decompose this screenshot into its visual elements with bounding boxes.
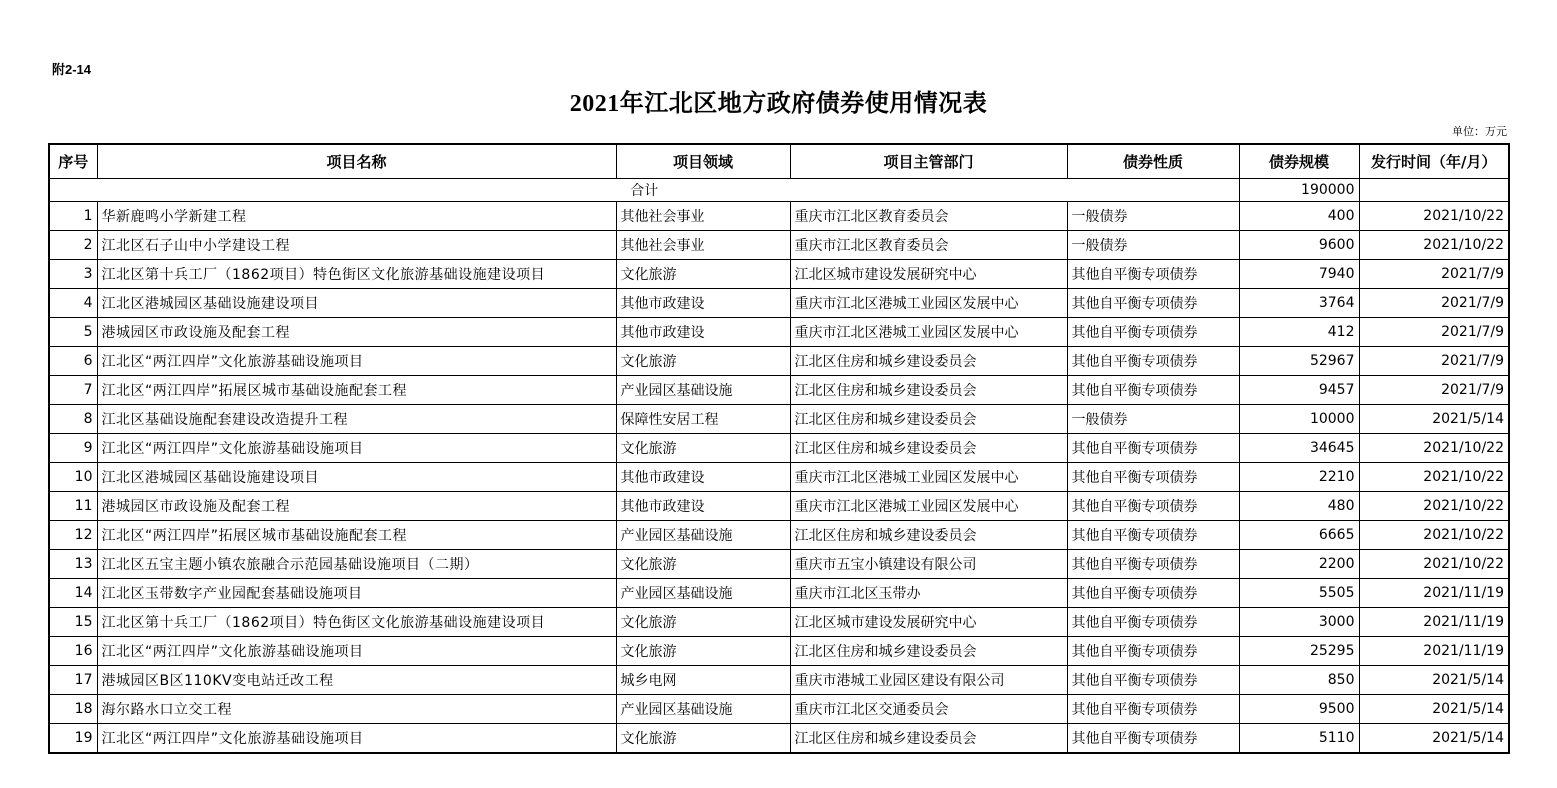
table-header-row xyxy=(49,144,1509,179)
table-row xyxy=(49,608,1509,637)
bond-amount: 5110 xyxy=(1239,724,1359,754)
project-field: 产业园区基础设施 xyxy=(616,695,790,724)
table-row xyxy=(49,579,1509,608)
column-header-issue-date: 发行时间（年/月） xyxy=(1359,144,1509,179)
column-header-bond-type: 债券性质 xyxy=(1067,144,1239,179)
issue-date: 2021/10/22 xyxy=(1359,231,1509,260)
department: 江北区住房和城乡建设委员会 xyxy=(790,637,1067,666)
row-number: 11 xyxy=(49,492,97,521)
bond-amount: 9457 xyxy=(1239,376,1359,405)
debt-usage-table xyxy=(48,143,1510,754)
project-field: 保障性安居工程 xyxy=(616,405,790,434)
project-field: 文化旅游 xyxy=(616,608,790,637)
bond-type: 其他自平衡专项债券 xyxy=(1067,434,1239,463)
department: 江北区住房和城乡建设委员会 xyxy=(790,434,1067,463)
attachment-label: 附2-14 xyxy=(52,62,92,77)
project-field: 其他社会事业 xyxy=(616,231,790,260)
project-name: 海尔路水口立交工程 xyxy=(97,695,616,724)
bond-type: 其他自平衡专项债券 xyxy=(1067,318,1239,347)
bond-type: 一般债券 xyxy=(1067,405,1239,434)
table-row xyxy=(49,202,1509,231)
issue-date: 2021/7/9 xyxy=(1359,376,1509,405)
bond-type: 一般债券 xyxy=(1067,231,1239,260)
project-name: 华新鹿鸣小学新建工程 xyxy=(97,202,616,231)
bond-amount: 10000 xyxy=(1239,405,1359,434)
column-header-bond-amount: 债券规模 xyxy=(1239,144,1359,179)
bond-amount: 5505 xyxy=(1239,579,1359,608)
bond-type: 其他自平衡专项债券 xyxy=(1067,666,1239,695)
project-name: 港城园区B区110KV变电站迁改工程 xyxy=(97,666,616,695)
department: 江北区住房和城乡建设委员会 xyxy=(790,405,1067,434)
table-row xyxy=(49,724,1509,754)
department: 重庆市五宝小镇建设有限公司 xyxy=(790,550,1067,579)
bond-type: 其他自平衡专项债券 xyxy=(1067,376,1239,405)
issue-date: 2021/10/22 xyxy=(1359,521,1509,550)
project-name: 江北区第十兵工厂（1862项目）特色街区文化旅游基础设施建设项目 xyxy=(97,260,616,289)
project-name: 江北区“两江四岸”拓展区城市基础设施配套工程 xyxy=(97,521,616,550)
project-field: 文化旅游 xyxy=(616,347,790,376)
issue-date: 2021/5/14 xyxy=(1359,405,1509,434)
department: 重庆市江北区港城工业园区发展中心 xyxy=(790,289,1067,318)
issue-date: 2021/11/19 xyxy=(1359,579,1509,608)
bond-type: 其他自平衡专项债券 xyxy=(1067,347,1239,376)
bond-amount: 480 xyxy=(1239,492,1359,521)
department: 重庆市江北区教育委员会 xyxy=(790,231,1067,260)
total-row xyxy=(49,179,1509,202)
bond-type: 其他自平衡专项债券 xyxy=(1067,260,1239,289)
table-row xyxy=(49,231,1509,260)
table-row xyxy=(49,492,1509,521)
table-row xyxy=(49,347,1509,376)
department: 重庆市江北区交通委员会 xyxy=(790,695,1067,724)
project-field: 其他市政建设 xyxy=(616,289,790,318)
project-name: 江北区第十兵工厂（1862项目）特色街区文化旅游基础设施建设项目 xyxy=(97,608,616,637)
department: 江北区住房和城乡建设委员会 xyxy=(790,724,1067,754)
issue-date: 2021/7/9 xyxy=(1359,260,1509,289)
row-number: 12 xyxy=(49,521,97,550)
project-field: 产业园区基础设施 xyxy=(616,521,790,550)
bond-type: 其他自平衡专项债券 xyxy=(1067,608,1239,637)
project-field: 文化旅游 xyxy=(616,550,790,579)
department: 江北区城市建设发展研究中心 xyxy=(790,260,1067,289)
bond-type: 其他自平衡专项债券 xyxy=(1067,637,1239,666)
project-field: 其他市政建设 xyxy=(616,492,790,521)
bond-amount: 2200 xyxy=(1239,550,1359,579)
row-number: 5 xyxy=(49,318,97,347)
bond-amount: 850 xyxy=(1239,666,1359,695)
issue-date: 2021/10/22 xyxy=(1359,492,1509,521)
bond-amount: 9600 xyxy=(1239,231,1359,260)
row-number: 17 xyxy=(49,666,97,695)
table-row xyxy=(49,463,1509,492)
project-field: 其他社会事业 xyxy=(616,202,790,231)
bond-amount: 3000 xyxy=(1239,608,1359,637)
row-number: 16 xyxy=(49,637,97,666)
bond-amount: 400 xyxy=(1239,202,1359,231)
issue-date: 2021/5/14 xyxy=(1359,724,1509,754)
issue-date: 2021/7/9 xyxy=(1359,347,1509,376)
bond-amount: 34645 xyxy=(1239,434,1359,463)
row-number: 6 xyxy=(49,347,97,376)
bond-type: 其他自平衡专项债券 xyxy=(1067,724,1239,754)
bond-amount: 412 xyxy=(1239,318,1359,347)
total-date-cell xyxy=(1359,179,1509,202)
table-row xyxy=(49,434,1509,463)
table-row xyxy=(49,695,1509,724)
bond-type: 其他自平衡专项债券 xyxy=(1067,579,1239,608)
table-row xyxy=(49,521,1509,550)
project-name: 江北区“两江四岸”拓展区城市基础设施配套工程 xyxy=(97,376,616,405)
table-row xyxy=(49,318,1509,347)
column-header-project-field: 项目领域 xyxy=(616,144,790,179)
department: 重庆市江北区港城工业园区发展中心 xyxy=(790,463,1067,492)
row-number: 15 xyxy=(49,608,97,637)
issue-date: 2021/7/9 xyxy=(1359,289,1509,318)
project-field: 产业园区基础设施 xyxy=(616,376,790,405)
bond-type: 其他自平衡专项债券 xyxy=(1067,550,1239,579)
issue-date: 2021/10/22 xyxy=(1359,463,1509,492)
table-row xyxy=(49,637,1509,666)
table-row xyxy=(49,289,1509,318)
bond-amount: 2210 xyxy=(1239,463,1359,492)
project-field: 城乡电网 xyxy=(616,666,790,695)
issue-date: 2021/11/19 xyxy=(1359,637,1509,666)
department: 江北区城市建设发展研究中心 xyxy=(790,608,1067,637)
issue-date: 2021/10/22 xyxy=(1359,434,1509,463)
bond-amount: 7940 xyxy=(1239,260,1359,289)
project-name: 港城园区市政设施及配套工程 xyxy=(97,318,616,347)
project-name: 江北区“两江四岸”文化旅游基础设施项目 xyxy=(97,434,616,463)
total-amount: 190000 xyxy=(1239,179,1359,202)
table-row xyxy=(49,666,1509,695)
column-header-project-name: 项目名称 xyxy=(97,144,616,179)
row-number: 7 xyxy=(49,376,97,405)
project-field: 文化旅游 xyxy=(616,637,790,666)
project-name: 江北区五宝主题小镇农旅融合示范园基础设施项目（二期） xyxy=(97,550,616,579)
project-name: 港城园区市政设施及配套工程 xyxy=(97,492,616,521)
department: 重庆市江北区港城工业园区发展中心 xyxy=(790,318,1067,347)
department: 江北区住房和城乡建设委员会 xyxy=(790,521,1067,550)
bond-type: 其他自平衡专项债券 xyxy=(1067,289,1239,318)
department: 江北区住房和城乡建设委员会 xyxy=(790,376,1067,405)
project-name: 江北区“两江四岸”文化旅游基础设施项目 xyxy=(97,637,616,666)
row-number: 14 xyxy=(49,579,97,608)
issue-date: 2021/10/22 xyxy=(1359,202,1509,231)
table-row xyxy=(49,260,1509,289)
bond-type: 其他自平衡专项债券 xyxy=(1067,463,1239,492)
row-number: 2 xyxy=(49,231,97,260)
table-row xyxy=(49,405,1509,434)
issue-date: 2021/11/19 xyxy=(1359,608,1509,637)
project-name: 江北区“两江四岸”文化旅游基础设施项目 xyxy=(97,347,616,376)
project-field: 文化旅游 xyxy=(616,434,790,463)
project-name: 江北区港城园区基础设施建设项目 xyxy=(97,463,616,492)
row-number: 13 xyxy=(49,550,97,579)
project-name: 江北区基础设施配套建设改造提升工程 xyxy=(97,405,616,434)
department: 重庆市港城工业园区建设有限公司 xyxy=(790,666,1067,695)
issue-date: 2021/5/14 xyxy=(1359,695,1509,724)
column-header-no: 序号 xyxy=(49,144,97,179)
project-name: 江北区石子山中小学建设工程 xyxy=(97,231,616,260)
table-row xyxy=(49,376,1509,405)
project-field: 文化旅游 xyxy=(616,260,790,289)
bond-amount: 25295 xyxy=(1239,637,1359,666)
row-number: 9 xyxy=(49,434,97,463)
project-field: 文化旅游 xyxy=(616,724,790,754)
bond-amount: 6665 xyxy=(1239,521,1359,550)
department: 江北区住房和城乡建设委员会 xyxy=(790,347,1067,376)
row-number: 19 xyxy=(49,724,97,754)
total-label: 合计 xyxy=(49,179,1239,202)
issue-date: 2021/7/9 xyxy=(1359,318,1509,347)
column-header-department: 项目主管部门 xyxy=(790,144,1067,179)
department: 重庆市江北区港城工业园区发展中心 xyxy=(790,492,1067,521)
bond-type: 一般债券 xyxy=(1067,202,1239,231)
bond-amount: 9500 xyxy=(1239,695,1359,724)
department: 重庆市江北区教育委员会 xyxy=(790,202,1067,231)
row-number: 1 xyxy=(49,202,97,231)
project-name: 江北区“两江四岸”文化旅游基础设施项目 xyxy=(97,724,616,754)
project-name: 江北区港城园区基础设施建设项目 xyxy=(97,289,616,318)
row-number: 3 xyxy=(49,260,97,289)
row-number: 10 xyxy=(49,463,97,492)
department: 重庆市江北区玉带办 xyxy=(790,579,1067,608)
row-number: 4 xyxy=(49,289,97,318)
bond-type: 其他自平衡专项债券 xyxy=(1067,521,1239,550)
unit-label: 单位：万元 xyxy=(1452,125,1507,138)
bond-amount: 3764 xyxy=(1239,289,1359,318)
project-field: 其他市政建设 xyxy=(616,463,790,492)
table-row xyxy=(49,550,1509,579)
bond-type: 其他自平衡专项债券 xyxy=(1067,695,1239,724)
issue-date: 2021/10/22 xyxy=(1359,550,1509,579)
issue-date: 2021/5/14 xyxy=(1359,666,1509,695)
page-title: 2021年江北区地方政府债券使用情况表 xyxy=(569,91,988,117)
bond-amount: 52967 xyxy=(1239,347,1359,376)
bond-type: 其他自平衡专项债券 xyxy=(1067,492,1239,521)
row-number: 18 xyxy=(49,695,97,724)
row-number: 8 xyxy=(49,405,97,434)
project-name: 江北区玉带数字产业园配套基础设施项目 xyxy=(97,579,616,608)
project-field: 其他市政建设 xyxy=(616,318,790,347)
project-field: 产业园区基础设施 xyxy=(616,579,790,608)
